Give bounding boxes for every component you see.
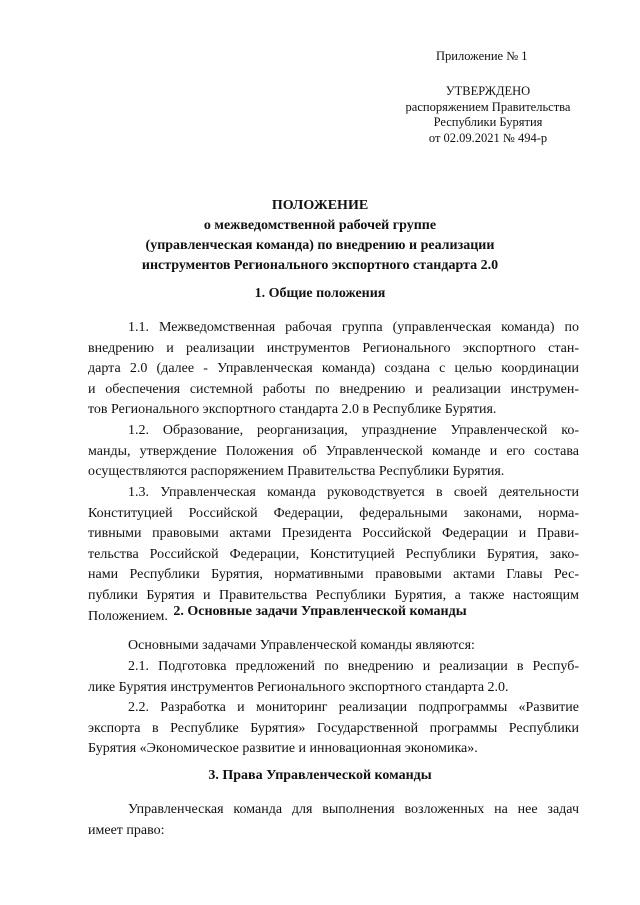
text-line: нами Республики Бурятия, нормативными правовыми актами Главы Рес-	[88, 567, 579, 583]
text-line: имеет право:	[88, 822, 165, 838]
document-title	[60, 196, 580, 276]
text-line: 2.2. Разработка и мониторинг реализации подпрограммы «Развитие	[128, 700, 579, 715]
approval-stamp	[396, 84, 580, 146]
title-line: инструментов Регионального экспортного стандарта 2.0	[141, 258, 499, 273]
paragraph-1-2	[88, 421, 579, 483]
section-heading: 2. Основные задачи Управленческой команды	[173, 604, 467, 619]
approval-line: распоряжением Правительства	[405, 99, 571, 114]
approval-line: от 02.09.2021 № 494-р	[428, 130, 548, 145]
text-line: экспорта в Республике Бурятия» Государственной программы Республики	[88, 720, 579, 736]
section-heading: 1. Общие положения	[254, 286, 386, 301]
text-line: внедрению и реализации инструментов Регионального экспортного стан-	[88, 340, 579, 356]
appendix-label: Приложение № 1	[436, 49, 528, 63]
approval-line: УТВЕРЖДЕНО	[445, 84, 531, 98]
text-line: тов Регионального экспортного стандарта 2.0 в Республике Бурятия.	[88, 402, 497, 418]
text-line: тельства Российской Федерации, Конституцией Республики Бурятия, зако-	[88, 546, 579, 562]
text-line: 1.1. Межведомственная рабочая группа (управленческая команда) по	[128, 320, 579, 335]
text-line: Основными задачами Управленческой команды являются:	[128, 638, 475, 653]
text-line: Управленческая команда для выполнения возложенных на нее задач	[128, 802, 579, 817]
text-line: 1.2. Образование, реорганизация, упразднение Управленческой ко-	[128, 423, 579, 438]
text-line: лике Бурятия инструментов Регионального экспортного стандарта 2.0.	[88, 679, 509, 695]
text-line: тивными правовыми актами Президента Российской Федерации и Прави-	[88, 526, 579, 542]
paragraph-2-2	[88, 698, 579, 760]
text-line: Положением.	[88, 608, 168, 624]
text-line: дарта 2.0 (далее - Управленческая команда) создана с целью координации	[88, 361, 579, 377]
text-line: Бурятия «Экономическое развитие и инновационная экономика».	[88, 741, 478, 757]
text-line: публики Бурятия и Правительства Республики Бурятия, а также настоящим	[88, 587, 579, 603]
text-line: 1.3. Управленческая команда руководствуется в своей деятельности	[128, 485, 579, 500]
title-line: (управленческая команда) по внедрению и реализации	[145, 238, 495, 253]
title-line: ПОЛОЖЕНИЕ	[271, 198, 369, 213]
text-line: Конституцией Российской Федерации, федеральными законами, норма-	[88, 505, 579, 521]
text-line: осуществляются распоряжением Правительства Республики Бурятия.	[88, 464, 505, 480]
paragraph-3-intro	[88, 800, 579, 841]
approval-line: Республики Бурятия	[433, 115, 543, 129]
text-line: и обеспечения системной работы по внедрению и реализации инструмен-	[88, 381, 579, 397]
paragraph-2-1	[88, 657, 579, 698]
paragraph-1-1	[88, 318, 579, 421]
title-line: о межведомственной рабочей группе	[203, 218, 437, 233]
paragraph-2-intro	[88, 636, 579, 657]
text-line: манды, утверждение Положения об Управленческой команде и его состава	[88, 443, 579, 459]
section-heading: 3. Права Управленческой команды	[208, 768, 432, 783]
text-line: 2.1. Подготовка предложений по внедрению и реализации в Респуб-	[128, 659, 579, 674]
